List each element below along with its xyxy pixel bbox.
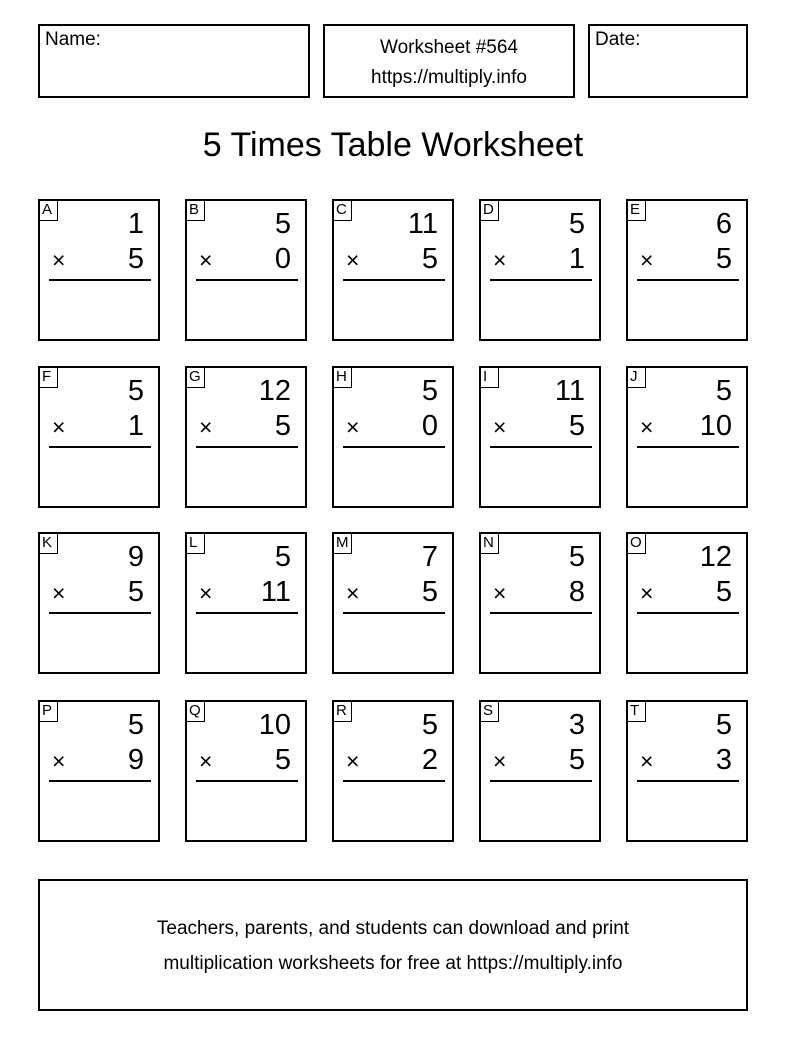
multiplier: 5 [127, 243, 144, 275]
answer-line [490, 446, 592, 448]
worksheet-number: Worksheet #564 [379, 37, 518, 58]
problem-card[interactable] [479, 366, 601, 508]
multiplicand: 12 [699, 541, 732, 573]
multiplier: 11 [260, 576, 291, 608]
multiplier: 5 [127, 576, 144, 608]
footer-line-2: multiplication worksheets for free at https://multiply.info [163, 953, 623, 974]
multiplier: 1 [127, 410, 144, 442]
problem-letter: A [38, 199, 58, 221]
multiplicand: 11 [554, 375, 585, 407]
answer-line [343, 780, 445, 782]
multiplicand: 5 [568, 541, 585, 573]
multiplier: 8 [568, 576, 585, 608]
footer-line-1: Teachers, parents, and students can download and print [156, 918, 630, 939]
problem-letter: K [38, 532, 58, 554]
problem-letter: G [185, 366, 205, 388]
answer-line [49, 612, 151, 614]
problem-card[interactable] [626, 366, 748, 508]
problem-card[interactable] [479, 700, 601, 842]
problem-card[interactable] [38, 700, 160, 842]
problem-letter: N [479, 532, 499, 554]
problem-letter: R [332, 700, 352, 722]
name-label: Name: [45, 29, 101, 50]
problem-letter: T [626, 700, 646, 722]
problem-letter: H [332, 366, 352, 388]
problem-letter: O [626, 532, 646, 554]
multiplier: 0 [274, 243, 291, 275]
multiplicand: 5 [127, 375, 144, 407]
multiplicand: 5 [421, 709, 438, 741]
multiplicand: 5 [568, 208, 585, 240]
answer-line [196, 780, 298, 782]
worksheet-url: https://multiply.info [371, 67, 527, 88]
answer-line [49, 279, 151, 281]
answer-line [490, 780, 592, 782]
worksheet-info-box [323, 24, 575, 98]
times-sign: × [52, 414, 66, 440]
multiplier: 3 [715, 744, 732, 776]
multiplicand: 5 [127, 709, 144, 741]
times-sign: × [199, 414, 213, 440]
multiplier: 1 [568, 243, 585, 275]
problem-card[interactable] [332, 700, 454, 842]
problem-card[interactable] [332, 532, 454, 674]
times-sign: × [52, 247, 66, 273]
answer-line [637, 446, 739, 448]
answer-line [196, 446, 298, 448]
problem-card[interactable] [626, 700, 748, 842]
problem-letter: J [626, 366, 646, 388]
times-sign: × [640, 748, 654, 774]
answer-line [490, 612, 592, 614]
multiplicand: 9 [127, 541, 144, 573]
multiplicand: 5 [715, 375, 732, 407]
name-field-box[interactable] [38, 24, 310, 98]
problem-letter: E [626, 199, 646, 221]
answer-line [637, 780, 739, 782]
times-sign: × [346, 748, 360, 774]
answer-line [637, 612, 739, 614]
multiplier: 5 [568, 744, 585, 776]
multiplicand: 10 [258, 709, 291, 741]
problem-card[interactable] [185, 532, 307, 674]
times-sign: × [199, 748, 213, 774]
answer-line [343, 279, 445, 281]
answer-line [196, 279, 298, 281]
multiplicand: 5 [274, 208, 291, 240]
problem-letter: C [332, 199, 352, 221]
multiplicand: 6 [715, 208, 732, 240]
times-sign: × [52, 580, 66, 606]
times-sign: × [199, 580, 213, 606]
times-sign: × [346, 414, 360, 440]
worksheet-title: 5 Times Table Worksheet [202, 126, 584, 164]
times-sign: × [640, 247, 654, 273]
times-sign: × [493, 414, 507, 440]
multiplicand: 11 [407, 208, 438, 240]
problem-letter: F [38, 366, 58, 388]
answer-line [490, 279, 592, 281]
problem-letter: L [185, 532, 205, 554]
multiplier: 5 [715, 576, 732, 608]
problem-card[interactable] [332, 366, 454, 508]
multiplicand: 3 [568, 709, 585, 741]
problem-letter: B [185, 199, 205, 221]
multiplier: 5 [715, 243, 732, 275]
date-label: Date: [595, 29, 641, 50]
multiplier: 10 [699, 410, 732, 442]
multiplier: 0 [421, 410, 438, 442]
problem-letter: I [479, 366, 499, 388]
answer-line [343, 446, 445, 448]
multiplicand: 1 [127, 208, 144, 240]
answer-line [196, 612, 298, 614]
multiplier: 5 [568, 410, 585, 442]
problem-letter: S [479, 700, 499, 722]
times-sign: × [493, 580, 507, 606]
answer-line [343, 612, 445, 614]
multiplicand: 5 [421, 375, 438, 407]
problem-card[interactable] [38, 366, 160, 508]
problem-card[interactable] [626, 199, 748, 341]
problem-card[interactable] [479, 532, 601, 674]
times-sign: × [493, 247, 507, 273]
times-sign: × [640, 580, 654, 606]
problem-card[interactable] [479, 199, 601, 341]
times-sign: × [640, 414, 654, 440]
problem-letter: P [38, 700, 58, 722]
problem-letter: M [332, 532, 352, 554]
multiplier: 5 [274, 410, 291, 442]
times-sign: × [52, 748, 66, 774]
times-sign: × [493, 748, 507, 774]
problem-card[interactable] [185, 366, 307, 508]
times-sign: × [346, 580, 360, 606]
times-sign: × [346, 247, 360, 273]
problem-card[interactable] [38, 532, 160, 674]
date-field-box[interactable] [588, 24, 748, 98]
multiplier: 5 [421, 243, 438, 275]
times-sign: × [199, 247, 213, 273]
problem-letter: Q [185, 700, 205, 722]
answer-line [49, 780, 151, 782]
problem-card[interactable] [185, 199, 307, 341]
problem-card[interactable] [38, 199, 160, 341]
problem-card[interactable] [332, 199, 454, 341]
multiplier: 5 [421, 576, 438, 608]
answer-line [637, 279, 739, 281]
footer-box [38, 879, 748, 1011]
multiplier: 2 [421, 744, 438, 776]
multiplier: 5 [274, 744, 291, 776]
problem-card[interactable] [626, 532, 748, 674]
multiplicand: 7 [421, 541, 438, 573]
multiplicand: 12 [258, 375, 291, 407]
problem-card[interactable] [185, 700, 307, 842]
multiplicand: 5 [274, 541, 291, 573]
multiplier: 9 [127, 744, 144, 776]
multiplicand: 5 [715, 709, 732, 741]
answer-line [49, 446, 151, 448]
problem-letter: D [479, 199, 499, 221]
